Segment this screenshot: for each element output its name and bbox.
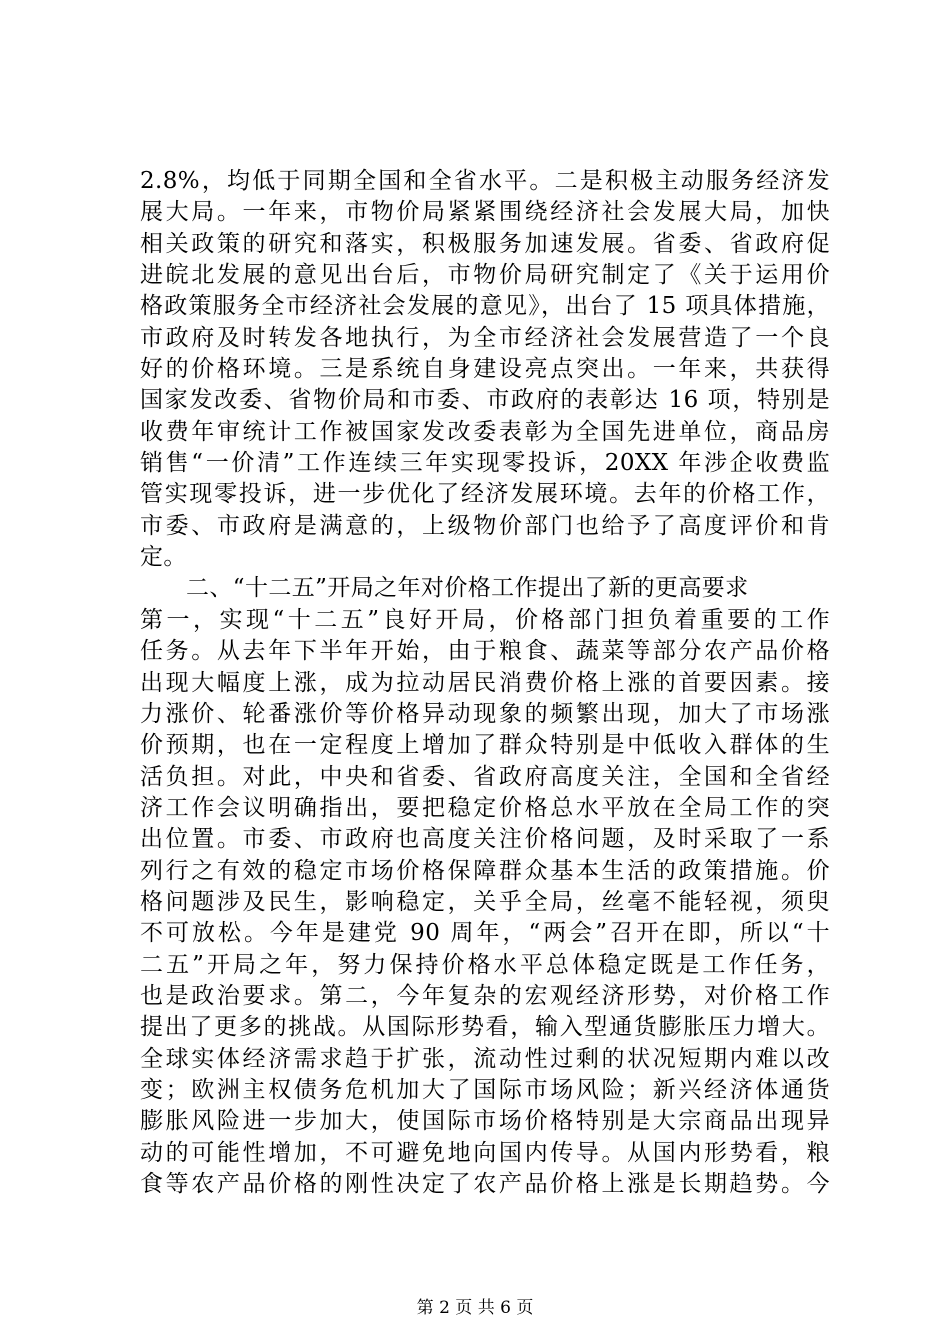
text-line: 管实现零投诉，进一步优化了经济发展环境。去年的价格工作，	[140, 481, 830, 508]
text-line: 2.8%，均低于同期全国和全省水平。二是积极主动服务经济发	[140, 168, 830, 194]
text-line: 定。	[140, 544, 187, 571]
text-line: 出现大幅度上涨，成为拉动居民消费价格上涨的首要因素。接	[140, 669, 830, 696]
text-line: 销售“一价清”工作连续三年实现零投诉，20XX 年涉企收费监	[140, 450, 830, 477]
text-line: 力涨价、轮番涨价等价格异动现象的频繁出现，加大了市场涨	[140, 700, 830, 727]
text-line: 格政策服务全市经济社会发展的意见》，出台了 15 项具体措施，	[140, 293, 830, 320]
text-line: 展大局。一年来，市物价局紧紧围绕经济社会发展大局，加快	[140, 199, 830, 226]
text-line: 食等农产品价格的刚性决定了农产品价格上涨是长期趋势。今	[140, 1171, 830, 1197]
text-line: 好的价格环境。三是系统自身建设亮点突出。一年来，共获得	[140, 356, 830, 383]
text-line: 济工作会议明确指出，要把稳定价格总水平放在全局工作的突	[140, 794, 830, 821]
text-line: 收费年审统计工作被国家发改委表彰为全国先进单位，商品房	[140, 418, 830, 445]
text-line: 格问题涉及民生，影响稳定，关乎全局，丝毫不能轻视，须臾	[140, 888, 830, 915]
text-line: 也是政治要求。第二，今年复杂的宏观经济形势，对价格工作	[140, 982, 830, 1009]
text-line: 列行之有效的稳定市场价格保障群众基本生活的政策措施。价	[140, 857, 830, 884]
text-line: 全球实体经济需求趋于扩张，流动性过剩的状况短期内难以改	[140, 1045, 830, 1072]
text-line: 提出了更多的挑战。从国际形势看，输入型通货膨胀压力增大。	[140, 1014, 830, 1041]
text-line: 出位置。市委、市政府也高度关注价格问题，及时采取了一系	[140, 826, 830, 853]
text-line: 任务。从去年下半年开始，由于粮食、蔬菜等部分农产品价格	[140, 638, 830, 665]
text-line: 膨胀风险进一步加大，使国际市场价格特别是大宗商品出现异	[140, 1108, 830, 1135]
text-line: 价预期，也在一定程度上增加了群众特别是中低收入群体的生	[140, 732, 830, 759]
section-heading: 二、“十二五”开局之年对价格工作提出了新的更高要求	[186, 575, 749, 602]
text-line: 国家发改委、省物价局和市委、市政府的表彰达 16 项，特别是	[140, 387, 830, 414]
page-number: 第 2 页 共 6 页	[416, 1298, 534, 1318]
text-line: 第一，实现“十二五”良好开局，价格部门担负着重要的工作	[140, 606, 830, 633]
text-line: 动的可能性增加，不可避免地向国内传导。从国内形势看，粮	[140, 1139, 830, 1166]
text-line: 二五”开局之年，努力保持价格水平总体稳定既是工作任务，	[140, 951, 830, 978]
page-footer	[0, 1297, 950, 1319]
text-line: 市委、市政府是满意的，上级物价部门也给予了高度评价和肯	[140, 512, 830, 539]
text-line: 活负担。对此，中央和省委、省政府高度关注，全国和全省经	[140, 763, 830, 790]
text-line: 相关政策的研究和落实，积极服务加速发展。省委、省政府促	[140, 230, 830, 257]
text-line: 变；欧洲主权债务危机加大了国际市场风险；新兴经济体通货	[140, 1076, 830, 1103]
text-line: 市政府及时转发各地执行，为全市经济社会发展营造了一个良	[140, 324, 830, 351]
text-line: 进皖北发展的意见出台后，市物价局研究制定了《关于运用价	[140, 262, 830, 289]
text-line: 不可放松。今年是建党 90 周年，“两会”召开在即，所以“十	[140, 920, 830, 947]
document-body	[140, 166, 830, 1200]
